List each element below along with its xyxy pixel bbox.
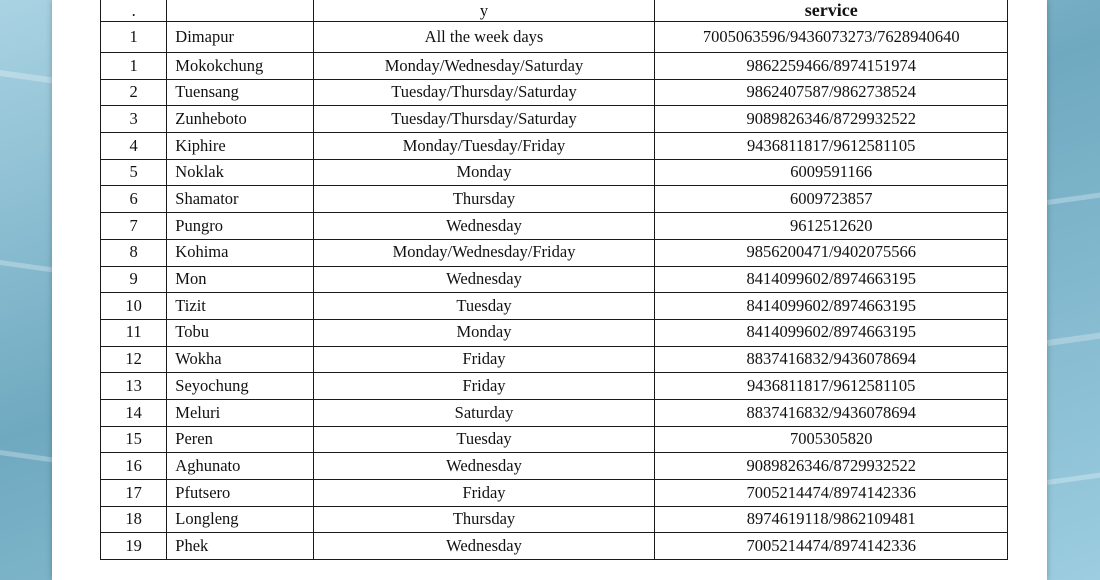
district-cell: Seyochung [167, 373, 313, 400]
table-header-row [101, 0, 1008, 22]
table-row [101, 373, 1008, 400]
sl-cell: 8 [101, 239, 167, 266]
sl-cell: 14 [101, 399, 167, 426]
days-cell: Monday/Wednesday/Friday [313, 239, 655, 266]
district-cell: Kohima [167, 239, 313, 266]
table-row [101, 239, 1008, 266]
table-row [101, 79, 1008, 106]
contact-cell: 7005063596/9436073273/7628940640 [655, 22, 1008, 53]
contact-cell: 9862259466/8974151974 [655, 53, 1008, 80]
table-row [101, 53, 1008, 80]
contact-cell: 7005214474/8974142336 [655, 480, 1008, 507]
sl-cell: 1 [101, 53, 167, 80]
table-row [101, 319, 1008, 346]
sl-cell: 1 [101, 22, 167, 53]
days-cell: Tuesday/Thursday/Saturday [313, 79, 655, 106]
district-cell: Zunheboto [167, 106, 313, 133]
district-cell: Aghunato [167, 453, 313, 480]
table-row [101, 213, 1008, 240]
district-cell: Shamator [167, 186, 313, 213]
district-cell: Meluri [167, 399, 313, 426]
contact-cell: 9862407587/9862738524 [655, 79, 1008, 106]
days-cell: Wednesday [313, 453, 655, 480]
table-row [101, 106, 1008, 133]
contact-cell: 9089826346/8729932522 [655, 106, 1008, 133]
contact-cell: 6009591166 [655, 159, 1008, 186]
contact-cell: 6009723857 [655, 186, 1008, 213]
sl-cell: 18 [101, 506, 167, 533]
days-cell: All the week days [313, 22, 655, 53]
table-row [101, 453, 1008, 480]
contact-cell: 8974619118/9862109481 [655, 506, 1008, 533]
district-cell: Wokha [167, 346, 313, 373]
document-page [52, 0, 1047, 580]
table-row [101, 22, 1008, 53]
days-cell: Wednesday [313, 213, 655, 240]
sl-cell: 3 [101, 106, 167, 133]
sl-cell: 9 [101, 266, 167, 293]
sl-cell: 19 [101, 533, 167, 560]
header-sl-cell: . [101, 0, 167, 22]
days-cell: Saturday [313, 399, 655, 426]
district-cell: Kiphire [167, 133, 313, 160]
contact-cell: 7005214474/8974142336 [655, 533, 1008, 560]
district-cell: Tuensang [167, 79, 313, 106]
table-row [101, 293, 1008, 320]
contact-cell: 8837416832/9436078694 [655, 399, 1008, 426]
table-row [101, 346, 1008, 373]
sl-cell: 11 [101, 319, 167, 346]
table-row [101, 506, 1008, 533]
sl-cell: 17 [101, 480, 167, 507]
header-district-cell [167, 0, 313, 22]
days-cell: Monday/Wednesday/Saturday [313, 53, 655, 80]
sl-cell: 12 [101, 346, 167, 373]
table-row [101, 186, 1008, 213]
sl-cell: 7 [101, 213, 167, 240]
table-row [101, 480, 1008, 507]
header-contact-cell: service [655, 0, 1008, 22]
contact-cell: 9856200471/9402075566 [655, 239, 1008, 266]
sl-cell: 2 [101, 79, 167, 106]
district-cell: Noklak [167, 159, 313, 186]
days-cell: Monday [313, 159, 655, 186]
sl-cell: 6 [101, 186, 167, 213]
district-cell: Dimapur [167, 22, 313, 53]
district-cell: Tobu [167, 319, 313, 346]
days-cell: Friday [313, 480, 655, 507]
contact-cell: 9089826346/8729932522 [655, 453, 1008, 480]
table-row [101, 533, 1008, 560]
days-cell: Thursday [313, 506, 655, 533]
days-cell: Friday [313, 373, 655, 400]
days-cell: Monday [313, 319, 655, 346]
district-cell: Peren [167, 426, 313, 453]
days-cell: Wednesday [313, 266, 655, 293]
days-cell: Tuesday/Thursday/Saturday [313, 106, 655, 133]
days-cell: Monday/Tuesday/Friday [313, 133, 655, 160]
contact-cell: 8414099602/8974663195 [655, 266, 1008, 293]
sl-cell: 13 [101, 373, 167, 400]
table-row [101, 426, 1008, 453]
district-cell: Mokokchung [167, 53, 313, 80]
table-row [101, 133, 1008, 160]
district-cell: Mon [167, 266, 313, 293]
district-cell: Pungro [167, 213, 313, 240]
table-row [101, 399, 1008, 426]
district-cell: Pfutsero [167, 480, 313, 507]
sl-cell: 10 [101, 293, 167, 320]
days-cell: Thursday [313, 186, 655, 213]
sl-cell: 4 [101, 133, 167, 160]
district-cell: Phek [167, 533, 313, 560]
contact-cell: 8414099602/8974663195 [655, 293, 1008, 320]
district-cell: Tizit [167, 293, 313, 320]
sl-cell: 16 [101, 453, 167, 480]
contact-cell: 9436811817/9612581105 [655, 373, 1008, 400]
schedule-table [100, 0, 1008, 560]
contact-cell: 9436811817/9612581105 [655, 133, 1008, 160]
days-cell: Tuesday [313, 293, 655, 320]
contact-cell: 8414099602/8974663195 [655, 319, 1008, 346]
header-days-cell: y [313, 0, 655, 22]
contact-cell: 8837416832/9436078694 [655, 346, 1008, 373]
table-row [101, 159, 1008, 186]
contact-cell: 9612512620 [655, 213, 1008, 240]
days-cell: Tuesday [313, 426, 655, 453]
table-row [101, 266, 1008, 293]
days-cell: Friday [313, 346, 655, 373]
district-cell: Longleng [167, 506, 313, 533]
sl-cell: 15 [101, 426, 167, 453]
contact-cell: 7005305820 [655, 426, 1008, 453]
sl-cell: 5 [101, 159, 167, 186]
days-cell: Wednesday [313, 533, 655, 560]
